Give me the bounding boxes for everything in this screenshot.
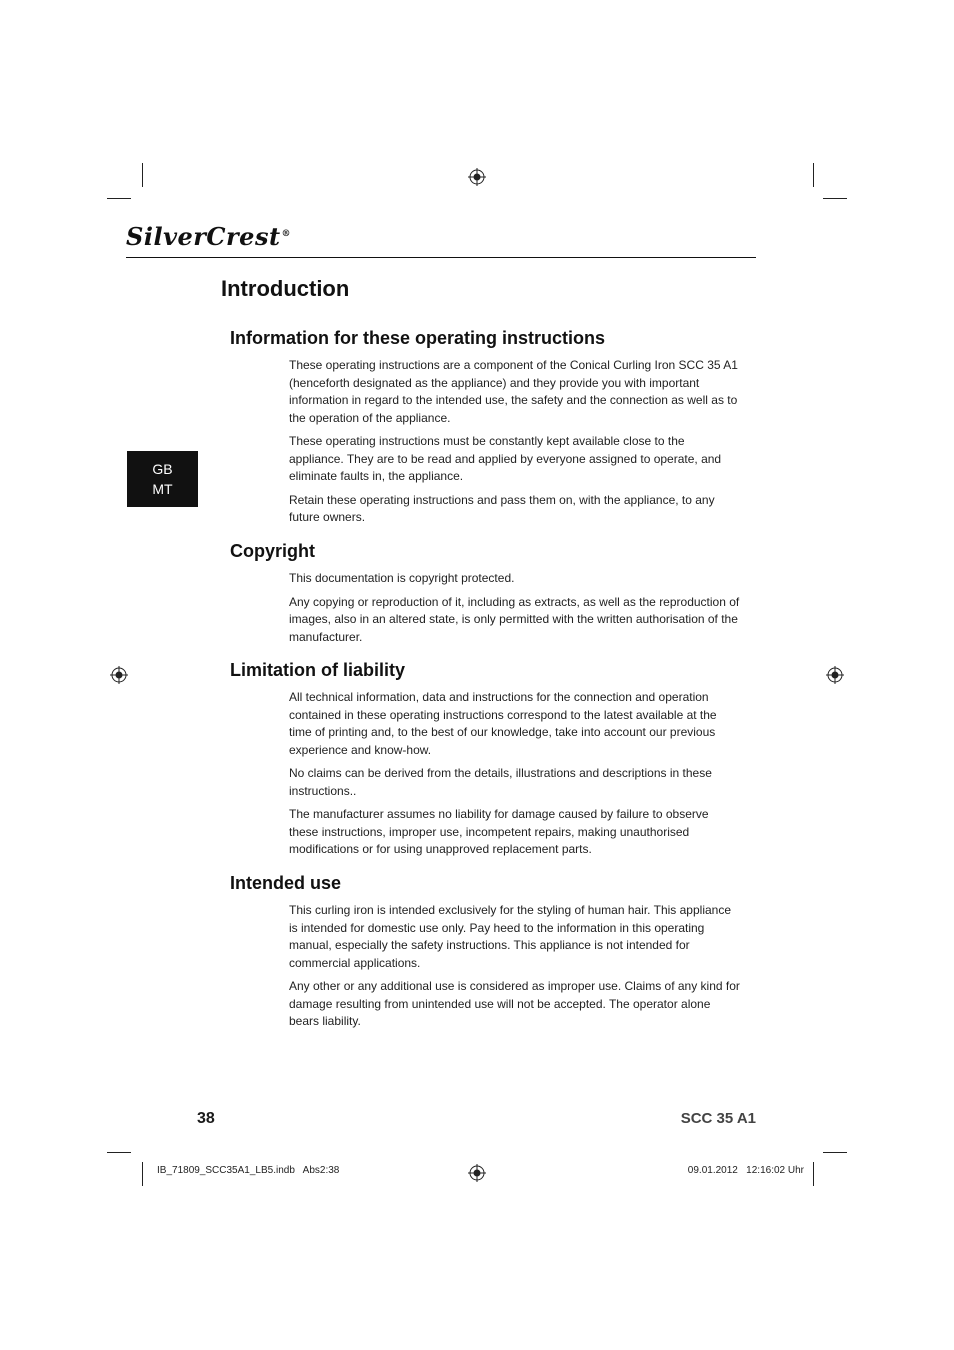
model-number: SCC 35 A1 xyxy=(680,1110,756,1127)
language-code-mt: MT xyxy=(152,481,173,497)
section-limitation-of-liability xyxy=(230,660,740,865)
section-intended-use xyxy=(230,873,740,1037)
crop-mark xyxy=(813,163,814,187)
paragraph: No claims can be derived from the details, illustrations and descriptions in these instructions.. xyxy=(289,766,712,798)
language-tab xyxy=(127,451,198,507)
paragraph: This documentation is copyright protected. xyxy=(289,571,515,585)
brand-logo xyxy=(126,222,291,251)
registration-mark-icon xyxy=(826,666,844,684)
paragraph: These operating instructions are a component of the Conical Curling Iron SCC 35 A1 (henceforth designated as the appliance) and they provide you with important information in regard to the intended use, the safety and the connection as well as to the operation of the appliance. xyxy=(289,358,738,425)
section-heading: Limitation of liability xyxy=(230,660,405,680)
paragraph: Retain these operating instructions and pass them on, with the appliance, to any future owners. xyxy=(289,492,715,524)
registration-mark-icon xyxy=(468,1164,486,1182)
section-heading: Copyright xyxy=(230,541,315,561)
print-slug-file: IB_71809_SCC35A1_LB5.indb Abs2:38 xyxy=(157,1165,340,1176)
header-rule xyxy=(126,257,756,258)
crop-mark xyxy=(142,163,143,187)
brand-logo-text: SilverCrest xyxy=(126,222,281,251)
crop-mark xyxy=(107,1152,131,1153)
language-code-gb: GB xyxy=(152,461,173,477)
section-copyright xyxy=(230,541,740,652)
section-operating-instructions xyxy=(230,328,740,533)
paragraph: All technical information, data and instructions for the connection and operation contained in these operating instructions correspond to the latest available at the time of printing and, to the best of our knowledge, take into account our previous experience and know-how. xyxy=(289,690,717,757)
paragraph: The manufacturer assumes no liability for damage caused by failure to observe these instructions, improper use, incompetent repairs, making unauthorised modifications or for using unapproved replacement parts. xyxy=(289,807,709,856)
paragraph: Any other or any additional use is considered as improper use. Claims of any kind for damage resulting from unintended use will not be accepted. The operator alone bears liability. xyxy=(289,979,740,1028)
paragraph: These operating instructions must be constantly kept available close to the appliance. They are to be read and applied by everyone assigned to operate, and eliminate faults in, the appliance. xyxy=(289,434,722,483)
paragraph: This curling iron is intended exclusively for the styling of human hair. This appliance is intended for domestic use only. Pay heed to the information in this operating manual, especially the safety instructions. This appliance is not intended for commercial applications. xyxy=(289,903,732,970)
page-number: 38 xyxy=(197,1110,215,1127)
print-slug-date: 09.01.2012 12:16:02 Uhr xyxy=(687,1165,804,1176)
registered-mark: ® xyxy=(281,229,292,239)
crop-mark xyxy=(823,1152,847,1153)
section-heading: Information for these operating instructions xyxy=(230,328,606,348)
paragraph: Any copying or reproduction of it, including as extracts, as well as the reproduction of images, also in an altered state, is only permitted with the written authorisation of the manufacturer. xyxy=(289,594,740,644)
registration-mark-icon xyxy=(468,168,486,186)
crop-mark xyxy=(142,1162,143,1186)
crop-mark xyxy=(823,198,847,199)
section-heading: Intended use xyxy=(230,873,342,893)
page-title: Introduction xyxy=(221,276,350,301)
crop-mark xyxy=(107,198,131,199)
registration-mark-icon xyxy=(110,666,128,684)
crop-mark xyxy=(813,1162,814,1186)
